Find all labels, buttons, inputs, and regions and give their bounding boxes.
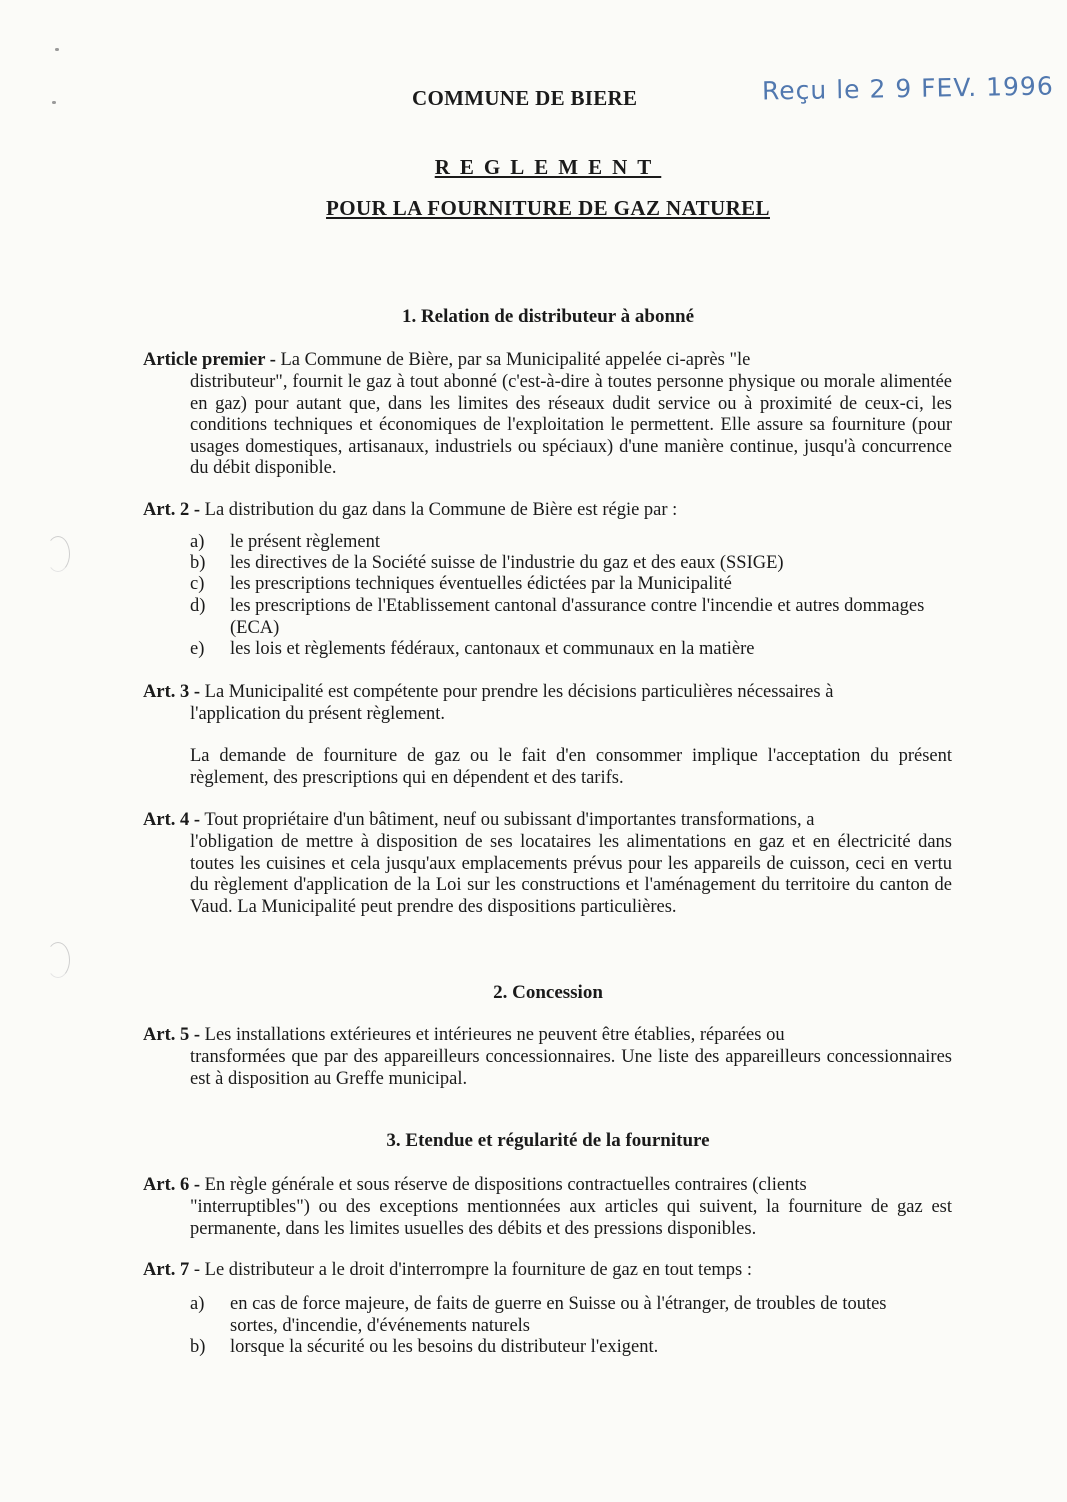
article-5-line1 xyxy=(143,1025,952,1047)
article-6-line1 xyxy=(143,1175,952,1197)
list-item xyxy=(0,532,1067,554)
list-letter: d) xyxy=(190,596,206,616)
commune-heading: COMMUNE DE BIERE xyxy=(412,86,638,110)
article-1-line1 xyxy=(143,350,952,372)
regulation-subtitle: POUR LA FOURNITURE DE GAZ NATUREL xyxy=(326,196,770,220)
article-1-label: Article premier - xyxy=(143,350,276,370)
list-letter: e) xyxy=(190,639,205,659)
punch-hole xyxy=(46,942,70,978)
list-text: les prescriptions de l'Etablissement cantonal d'assurance contre l'incendie et autres dommages (ECA) xyxy=(230,596,925,638)
list-text: les lois et règlements fédéraux, cantonaux et communaux en la matière xyxy=(230,639,755,659)
article-5-first-text: Les installations extérieures et intérieures ne peuvent être établies, réparées ou xyxy=(200,1025,785,1045)
article-1-body: distributeur", fournit le gaz à tout abonné (c'est-à-dire à toutes personne physique ou morale alimentée en gaz) pour autant que, dans les limites des réseaux dudit service ou à proximité de ceux-ci, les conditions techniques et économiques de l'exploitation le permettent. Elle assure sa fourniture (pour usages domestiques, artisanaux, industriels ou spéciaux) d'une manière continue, jusqu'à concurrence du débit disponible. xyxy=(190,372,952,479)
regulation-title: REGLEMENT xyxy=(434,155,662,179)
article-3-label: Art. 3 - xyxy=(143,682,201,702)
article-2-text: La distribution du gaz dans la Commune de Bière est régie par : xyxy=(200,500,678,520)
article-1-first-text: La Commune de Bière, par sa Municipalité appelée ci-après "le xyxy=(275,350,751,370)
section-3-heading: 3. Etendue et régularité de la fourniture xyxy=(386,1130,710,1151)
list-text: le présent règlement xyxy=(230,532,380,552)
list-item xyxy=(0,639,1067,661)
list-text: lorsque la sécurité ou les besoins du distributeur l'exigent. xyxy=(230,1337,659,1357)
article-4-label: Art. 4 - xyxy=(143,810,201,830)
list-item xyxy=(0,1337,1067,1359)
list-item xyxy=(0,1294,1067,1338)
article-2-intro xyxy=(143,500,952,522)
article-4-first-text: Tout propriétaire d'un bâtiment, neuf ou subissant d'importantes transformations, a xyxy=(200,810,815,830)
article-7-intro xyxy=(143,1260,952,1282)
received-stamp: Reçu le 2 9 FEV. 1996 xyxy=(761,71,1054,106)
article-3-line1 xyxy=(143,682,952,704)
article-4-line1 xyxy=(143,810,952,832)
section-1-heading: 1. Relation de distributeur à abonné xyxy=(401,306,695,327)
article-7-text: - Le distributeur a le droit d'interrompre la fourniture de gaz en tout temps : xyxy=(189,1260,753,1280)
list-text: en cas de force majeure, de faits de guerre en Suisse ou à l'étranger, de troubles de toutes sortes, d'incendie, d'événements naturels xyxy=(230,1294,887,1336)
list-item xyxy=(0,574,1067,596)
article-5-label: Art. 5 - xyxy=(143,1025,201,1045)
article-3-paragraph-2: La demande de fourniture de gaz ou le fait d'en consommer implique l'acceptation du présent règlement, des prescriptions qui en dépendent et des tarifs. xyxy=(190,746,952,788)
article-5-body: transformées que par des appareilleurs concessionnaires. Une liste des appareilleurs concessionnaires est à disposition au Greffe municipal. xyxy=(190,1047,952,1089)
article-7-label: Art. 7 xyxy=(143,1260,190,1280)
list-text: les directives de la Société suisse de l'industrie du gaz et des eaux (SSIGE) xyxy=(230,553,784,573)
list-letter: b) xyxy=(190,553,206,573)
list-letter: b) xyxy=(190,1337,206,1357)
scan-mark xyxy=(52,101,56,104)
article-4-body: l'obligation de mettre à disposition de ses locataires les alimentations en gaz et en électricité dans toutes les cuisines et cela jusqu'aux emplacements prévus pour les appareils de cuisson, ceci en vertu du règlement d'application de la Loi sur les constructions et l'aménagement du territoire du canton de Vaud. La Municipalité peut prendre des dispositions particulières. xyxy=(190,832,952,917)
list-letter: a) xyxy=(190,1294,205,1314)
list-letter: a) xyxy=(190,532,205,552)
article-6-body: "interruptibles") ou des exceptions mentionnées aux articles qui suivent, la fourniture de gaz est permanente, dans les limites usuelles des débits et des pressions disponibles. xyxy=(190,1197,952,1239)
list-item xyxy=(0,596,1067,640)
article-6-label: Art. 6 - xyxy=(143,1175,201,1195)
list-text: les prescriptions techniques éventuelles édictées par la Municipalité xyxy=(230,574,732,594)
section-2-heading: 2. Concession xyxy=(493,982,603,1003)
article-3-first-text: La Municipalité est compétente pour prendre les décisions particulières nécessaires à xyxy=(200,682,834,702)
article-2-label: Art. 2 - xyxy=(143,500,201,520)
article-6-first-text: En règle générale et sous réserve de dispositions contractuelles contraires (clients xyxy=(200,1175,807,1195)
scan-mark xyxy=(55,48,59,51)
list-letter: c) xyxy=(190,574,205,594)
list-item xyxy=(0,553,1067,575)
article-3-body: l'application du présent règlement. xyxy=(190,704,446,724)
